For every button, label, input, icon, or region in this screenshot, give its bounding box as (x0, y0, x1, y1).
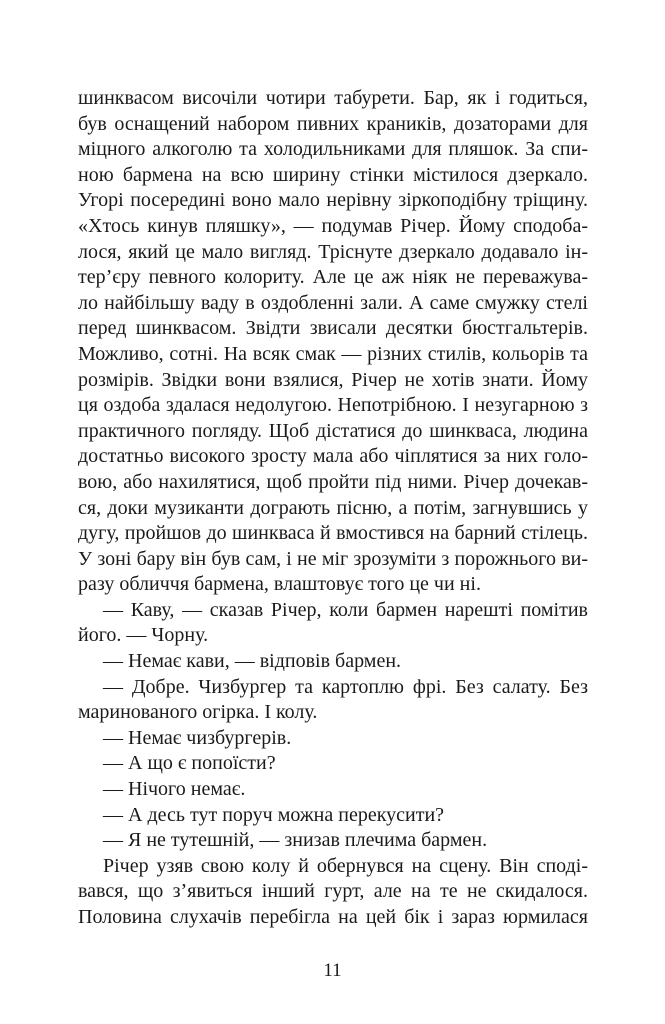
text-line: — А десь тут поруч можна перекусити? (103, 803, 445, 826)
text-line: разу обличчя бармена, влаштовує того це чи ні. (78, 573, 481, 596)
text-line: — Каву, — сказав Річер, коли бармен нарешті помітив (103, 598, 588, 621)
text-line: лося, який це мало вигляд. Тріснуте дзеркало додавало ін- (78, 240, 588, 263)
paragraph (78, 649, 588, 675)
text-line: перед шинквасом. Звідти звисали десятки бюстгальтерів. (78, 317, 588, 340)
text-line: практичного погляду. Щоб дістатися до шинкваса, людина (78, 419, 588, 442)
text-line: ця оздоба здалася недолугою. Непотрібною. І незугарною з (78, 394, 588, 417)
page-text (78, 86, 588, 931)
paragraph (78, 598, 588, 649)
text-line: — Добре. Чизбургер та картоплю фрі. Без салату. Без (103, 675, 588, 698)
text-line: розмірів. Звідки вони взялися, Річер не хотів знати. Йому (78, 368, 588, 391)
text-line: вався, що з’явиться інший гурт, але на те не скидалося. (78, 880, 588, 903)
text-line: — Немає кави, — відповів бармен. (103, 650, 402, 673)
text-line: вою, або нахилятися, щоб пройти під ними. Річер дочекав- (78, 470, 588, 493)
text-line: Угорі посередині воно мало нерівну зіркоподібну тріщину. (78, 189, 588, 212)
text-line: — А що є попоїсти? (103, 752, 276, 775)
text-line: — Я не тутешній, — знизав плечима бармен. (103, 829, 488, 852)
paragraph (78, 86, 588, 598)
text-line: достатньо високого зросту мала або чіплятися за них голо- (78, 445, 588, 468)
paragraph (78, 675, 588, 726)
text-line: його. — Чорну. (78, 624, 209, 647)
text-line: Річер узяв свою колу й обернувся на сцену. Він споді- (103, 854, 588, 877)
paragraph (78, 726, 588, 752)
paragraph (78, 854, 588, 931)
text-line: «Хтось кинув пляшку», — подумав Річер. Йому сподоба- (78, 214, 588, 237)
paragraph (78, 803, 588, 829)
page-number: 11 (323, 960, 342, 981)
text-line: був оснащений набором пивних краників, дозаторами для (78, 112, 588, 135)
paragraph (78, 777, 588, 803)
text-line: Половина слухачів перебігла на цей бік і зараз юрмилася (78, 906, 588, 928)
text-line: — Немає чизбургерів. (103, 726, 292, 749)
paragraph (78, 751, 588, 777)
text-line: дугу, пройшов до шинкваса й вмостився на барний стілець. (78, 522, 588, 545)
text-line: Можливо, сотні. На всяк смак — різних стилів, кольорів та (78, 342, 588, 365)
text-line: ся, доки музиканти дограють пісню, а потім, загнувшись у (78, 496, 588, 519)
text-line: У зоні бару він був сам, і не міг зрозуміти з порожнього ви- (78, 547, 588, 570)
paragraph (78, 828, 588, 854)
text-line: ло найбільшу ваду в оздобленні зали. А саме смужку стелі (78, 291, 588, 314)
text-line: ною бармена на всю ширину стінки містилося дзеркало. (78, 163, 588, 186)
text-line: — Нічого немає. (103, 778, 246, 801)
text-line: міцного алкоголю та холодильниками для пляшок. За спи- (78, 138, 588, 161)
text-line: тер’єру певного колориту. Але це аж ніяк не переважува- (78, 266, 588, 289)
text-line: шинквасом височіли чотири табурети. Бар, як і годиться, (78, 87, 588, 109)
text-line: маринованого огірка. І колу. (78, 701, 318, 724)
